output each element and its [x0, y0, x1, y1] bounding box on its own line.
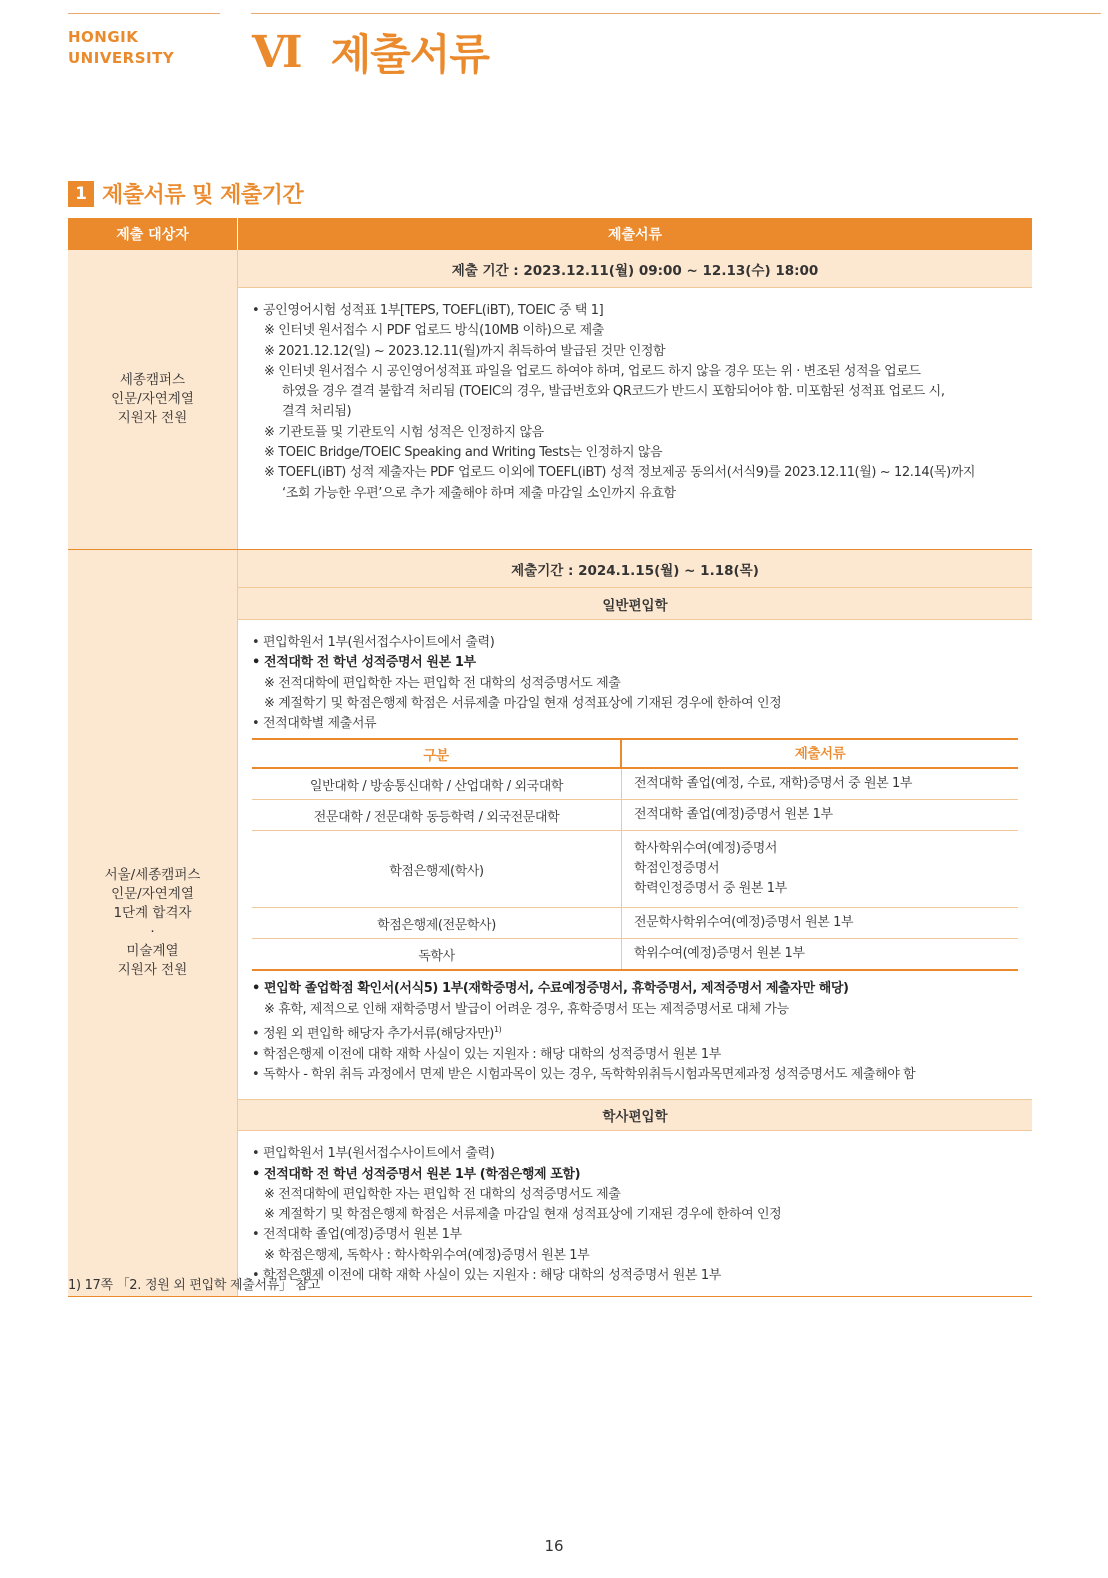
section-title: 제출서류 및 제출기간: [102, 183, 304, 208]
doc-line: • 편입학원서 1부(원서접수사이트에서 출력): [252, 1146, 495, 1162]
category-cell: 전문대학 / 전문대학 동등학력 / 외국전문대학: [252, 800, 622, 830]
doc-line: ※ 계절학기 및 학점은행제 학점은 서류제출 마감일 현재 성적표상에 기재된 경우에 한하여 인정: [264, 695, 782, 711]
doc-cell: 학사학위수여(예정)증명서: [634, 841, 778, 857]
doc-cell: 전적대학 졸업(예정, 수료, 재학)증명서 중 원본 1부: [634, 776, 913, 792]
header-docs: 제출서류: [607, 227, 663, 243]
chapter-title: 제출서류: [330, 30, 489, 79]
university-line-1: HONGIK: [68, 28, 139, 46]
doc-cell: 학력인정증명서 중 원본 1부: [634, 881, 787, 897]
doc-line: • 전적대학 전 학년 성적증명서 원본 1부 (학점은행제 포함): [252, 1166, 581, 1182]
category-cell: 학점은행제(학사): [252, 831, 622, 907]
table-row: [252, 769, 1018, 800]
category-cell: 일반대학 / 방송통신대학 / 산업대학 / 외국대학: [252, 769, 622, 799]
target-line: ·: [150, 924, 155, 940]
target-line: 서울/세종캠퍼스: [104, 867, 201, 883]
doc-line: ※ 전적대학에 편입학한 자는 편입학 전 대학의 성적증명서도 제출: [264, 675, 621, 691]
target-line: 세종캠퍼스: [119, 372, 186, 388]
table-header: [68, 218, 1032, 250]
target-line: 1단계 합격자: [113, 905, 192, 921]
general-doc-list: [238, 620, 1032, 734]
header-rule-right: [251, 13, 1101, 14]
table-row-sejong: [68, 250, 1032, 550]
target-line: 미술계열: [126, 943, 179, 959]
section-number-badge: 1: [68, 181, 94, 207]
doc-line: • 전적대학 졸업(예정)증명서 원본 1부: [252, 1227, 462, 1243]
university-logo-text: [68, 27, 174, 69]
doc-line: 하였을 경우 결격 불합격 처리됨 (TOEIC의 경우, 발급번호와 QR코드가 반드시 포함되어야 함. 미포함된 성적표 업로드 시,: [282, 384, 945, 400]
chapter-number: Ⅵ: [252, 26, 303, 78]
doc-line: ※ TOEIC Bridge/TOEIC Speaking and Writing Tests는 인정하지 않음: [264, 445, 663, 461]
section-heading: [68, 178, 303, 209]
target-line: 지원자 전원: [117, 410, 188, 426]
doc-line: ※ 휴학, 제적으로 인해 재학증명서 발급이 어려운 경우, 휴학증명서 또는 제적증명서로 대체 가능: [264, 1001, 789, 1017]
prior-school-docs-table: [252, 738, 1018, 971]
doc-line: • 정원 외 편입학 해당자 추가서류(해당자만): [252, 1026, 494, 1042]
doc-line: • 독학사 - 학위 취득 과정에서 면제 받은 시험과목이 있는 경우, 독학학위취득시험과목면제과정 성적증명서도 제출해야 함: [252, 1067, 916, 1082]
doc-line: ※ 계절학기 및 학점은행제 학점은 서류제출 마감일 현재 성적표상에 기재된 경우에 한하여 인정: [264, 1207, 782, 1223]
general-doc-list-bottom: [238, 971, 1032, 1085]
doc-line: • 편입학 졸업학점 확인서(서식5) 1부(재학증명서, 수료예정증명서, 휴학증명서, 제적증명서 제출자만 해당): [252, 981, 849, 997]
doc-list: [238, 288, 1032, 504]
sub-table-header: [252, 740, 1018, 769]
doc-line: • 편입학원서 1부(원서접수사이트에서 출력): [252, 635, 495, 650]
target-line: 지원자 전원: [117, 962, 188, 978]
doc-cell: 전적대학 졸업(예정)증명서 원본 1부: [634, 807, 833, 823]
page-number: 16: [544, 1537, 564, 1555]
header-rule-left: [68, 13, 220, 14]
doc-line: ※ 전적대학에 편입학한 자는 편입학 전 대학의 성적증명서도 제출: [264, 1186, 621, 1202]
footnote-marker: 1): [493, 1025, 502, 1035]
category-cell: 학점은행제(전문학사): [252, 908, 622, 938]
doc-line: 결격 처리됨): [282, 404, 352, 420]
doc-line: • 전적대학별 제출서류: [252, 716, 377, 732]
table-row: [252, 939, 1018, 969]
table-row: [252, 908, 1018, 939]
doc-line: ‘조회 가능한 우편’으로 추가 제출해야 하며 제출 마감일 소인까지 유효함: [282, 485, 676, 501]
doc-line: ※ 인터넷 원서접수 시 PDF 업로드 방식(10MB 이하)으로 제출: [264, 323, 604, 339]
documents-table: [68, 218, 1032, 1297]
footnote: 1) 17쪽 「2. 정원 외 편입학 제출서류」 참고: [68, 1278, 321, 1293]
doc-line: • 공인영어시험 성적표 1부[TEPS, TOEFL(iBT), TOEIC 중 택 1]: [252, 303, 604, 318]
doc-line: ※ 학점은행제, 독학사 : 학사학위수여(예정)증명서 원본 1부: [264, 1247, 590, 1263]
target-cell-seoul-sejong: [68, 550, 238, 1296]
target-line: 인문/자연계열: [111, 886, 194, 902]
table-row-seoul-sejong: [68, 550, 1032, 1297]
doc-cell: 학점인정증명서: [634, 861, 720, 877]
table-row: [252, 831, 1018, 908]
doc-line: • 학점은행제 이전에 대학 재학 사실이 있는 지원자 : 해당 대학의 성적증명서 원본 1부: [252, 1046, 721, 1062]
sub-header-category: 구분: [252, 740, 622, 767]
bachelor-doc-list: [238, 1131, 1032, 1286]
general-transfer-band: 일반편입학: [238, 588, 1032, 620]
target-line: 인문/자연계열: [111, 391, 194, 407]
table-row: [252, 800, 1018, 831]
category-cell: 독학사: [252, 939, 622, 969]
docs-cell-sejong: [238, 250, 1032, 549]
doc-line: ※ TOEFL(iBT) 성적 제출자는 PDF 업로드 이외에 TOEFL(iBT) 성적 정보제공 동의서(서식9)를 2023.12.11(월) ~ 12.14(목)까지: [264, 465, 976, 481]
sub-header-docs: 제출서류: [794, 745, 846, 762]
doc-line: • 학점은행제 이전에 대학 재학 사실이 있는 지원자 : 해당 대학의 성적증명서 원본 1부: [252, 1268, 721, 1284]
bachelor-transfer-band: 학사편입학: [238, 1099, 1032, 1131]
period-band: 제출 기간 : 2023.12.11(월) 09:00 ~ 12.13(수) 18:00: [238, 250, 1032, 288]
period-band: 제출기간 : 2024.1.15(월) ~ 1.18(목): [238, 550, 1032, 588]
doc-line: ※ 2021.12.12(일) ~ 2023.12.11(월)까지 취득하여 발급된 것만 인정함: [264, 343, 666, 359]
doc-line: ※ 기관토플 및 기관토익 시험 성적은 인정하지 않음: [264, 424, 544, 440]
university-line-2: UNIVERSITY: [68, 49, 175, 67]
doc-cell: 학위수여(예정)증명서 원본 1부: [634, 946, 805, 962]
header-target: 제출 대상자: [68, 218, 238, 250]
chapter-heading: [252, 22, 489, 82]
doc-line: ※ 인터넷 원서접수 시 공인영어성적표 파일을 업로드 하여야 하며, 업로드 하지 않을 경우 또는 위 · 변조된 성적을 업로드: [264, 363, 921, 379]
doc-cell: 전문학사학위수여(예정)증명서 원본 1부: [634, 915, 854, 931]
docs-cell-seoul-sejong: [238, 550, 1032, 1296]
target-cell-sejong: [68, 250, 238, 549]
doc-line: • 전적대학 전 학년 성적증명서 원본 1부: [252, 655, 476, 671]
